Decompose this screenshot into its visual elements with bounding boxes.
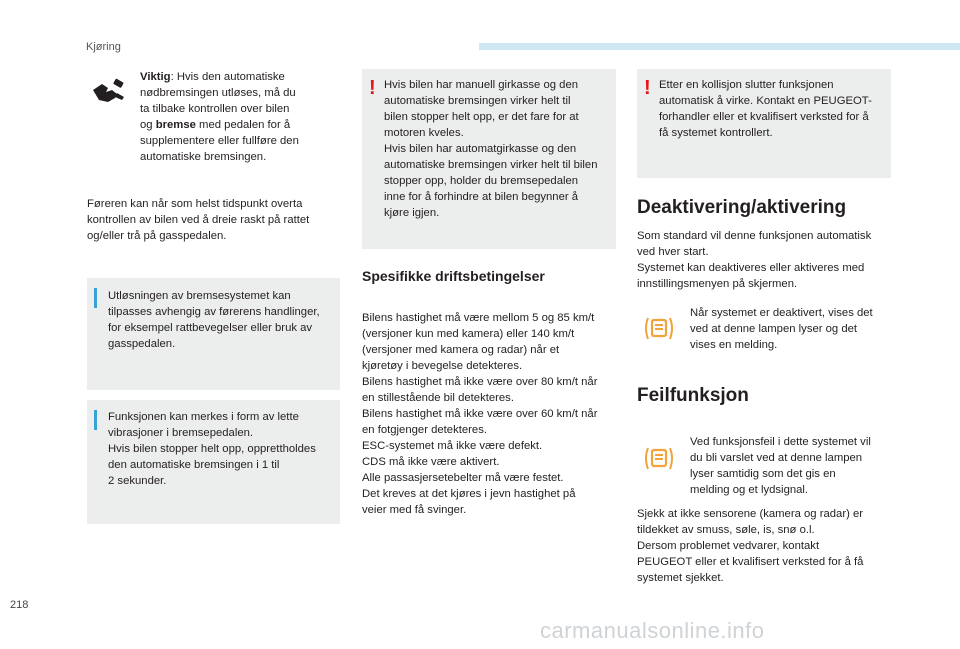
aeb-fault-lamp-icon bbox=[642, 444, 676, 474]
info-icon bbox=[94, 288, 97, 308]
conditions-paragraph: Bilens hastighet må være mellom 5 og 85 km/t (versjoner kun med kamera) eller 140 km/t (versjoner med kamera og radar) når et kjøretøy i bevegelse detekteres. Bilens hastighet må ikke være over 80 km/t når en stillestående bil detekteres. Bilens hastighet må ikke være over 60 km/t når en fotgjenger detekteres. ESC-systemet må ikke være defekt. CDS må ikke være aktivert. Alle passasjersetebelter må være festet. Det kreves at det kjøres i jevn hastighet på veier med få svinger. bbox=[362, 312, 598, 516]
aeb-warning-lamp-icon bbox=[642, 314, 676, 344]
page-number: 218 bbox=[10, 599, 29, 611]
info-box-1 bbox=[87, 278, 340, 390]
emergency-brake-hand-icon bbox=[90, 76, 128, 106]
watermark: carmanualsonline.info bbox=[540, 618, 765, 643]
info-text-2: Funksjonen kan merkes i form av lette vibrasjoner i bremsepedalen. Hvis bilen stopper helt opp, opprettholdes den automatiske bremsingen i 1 til 2 sekunder. bbox=[108, 411, 316, 487]
heading-deaktivering: Deaktivering/aktivering bbox=[637, 197, 847, 218]
fault-paragraph: Sjekk at ikke sensorene (kamera og radar) er tildekket av smuss, søle, is, snø o.l. Dersom problemet vedvarer, kontakt PEUGEOT eller et kvalifisert verksted for å få systemet sjekket. bbox=[637, 508, 864, 584]
heading-feilfunksjon: Feilfunksjon bbox=[637, 385, 749, 406]
warning-box-1 bbox=[362, 69, 616, 249]
header-bar bbox=[479, 43, 960, 50]
lamp-deactivated-text: Når systemet er deaktivert, vises det ved at denne lampen lyser og det vises en melding. bbox=[690, 307, 873, 351]
viktig-note bbox=[140, 69, 330, 165]
viktig-text-cont: med pedalen for å supplementere eller fullføre den automatiske bremsingen. bbox=[140, 119, 299, 163]
info-text-1: Utløsningen av bremsesystemet kan tilpasses avhengig av førerens handlinger, for eksempel rattbevegelser eller bruk av gasspedalen. bbox=[108, 290, 320, 350]
info-icon bbox=[94, 410, 97, 430]
warning-box-2 bbox=[637, 69, 891, 178]
viktig-label: Viktig bbox=[140, 71, 171, 83]
viktig-text: : Hvis den automatiske nødbremsingen utløses, må du ta tilbake kontrollen over bilen og bbox=[140, 71, 296, 131]
info-box-2 bbox=[87, 400, 340, 524]
warning-icon: ! bbox=[369, 77, 376, 99]
viktig-bold: bremse bbox=[155, 119, 196, 131]
warning-text-2: Etter en kollisjon slutter funksjonen automatisk å virke. Kontakt en PEUGEOT- forhandler eller et kvalifisert verksted for å få systemet kontrollert. bbox=[659, 79, 872, 139]
lamp-fault-text: Ved funksjonsfeil i dette systemet vil du bli varslet ved at denne lampen lyser samtidig som det gis en melding og et lydsignal. bbox=[690, 436, 871, 496]
heading-spesifikke: Spesifikke driftsbetingelser bbox=[362, 268, 545, 284]
section-title: Kjøring bbox=[86, 41, 121, 53]
deactivation-paragraph: Som standard vil denne funksjonen automatisk ved hver start. Systemet kan deaktiveres eller aktiveres med innstillingsmenyen på skjermen. bbox=[637, 230, 872, 290]
warning-icon: ! bbox=[644, 77, 651, 99]
intro-paragraph: Føreren kan når som helst tidspunkt overta kontrollen av bilen ved å dreie raskt på rattet og/eller trå på gasspedalen. bbox=[87, 198, 310, 242]
warning-text-1: Hvis bilen har manuell girkasse og den automatiske bremsingen virker helt til bilen stopper helt opp, er det fare for at motoren kveles. Hvis bilen har automatgirkasse og den automatiske bremsingen virker helt til bilen stopper opp, holder du bremsepedalen inne for å forhindre at bilen begynner å kjøre igjen. bbox=[384, 79, 598, 219]
